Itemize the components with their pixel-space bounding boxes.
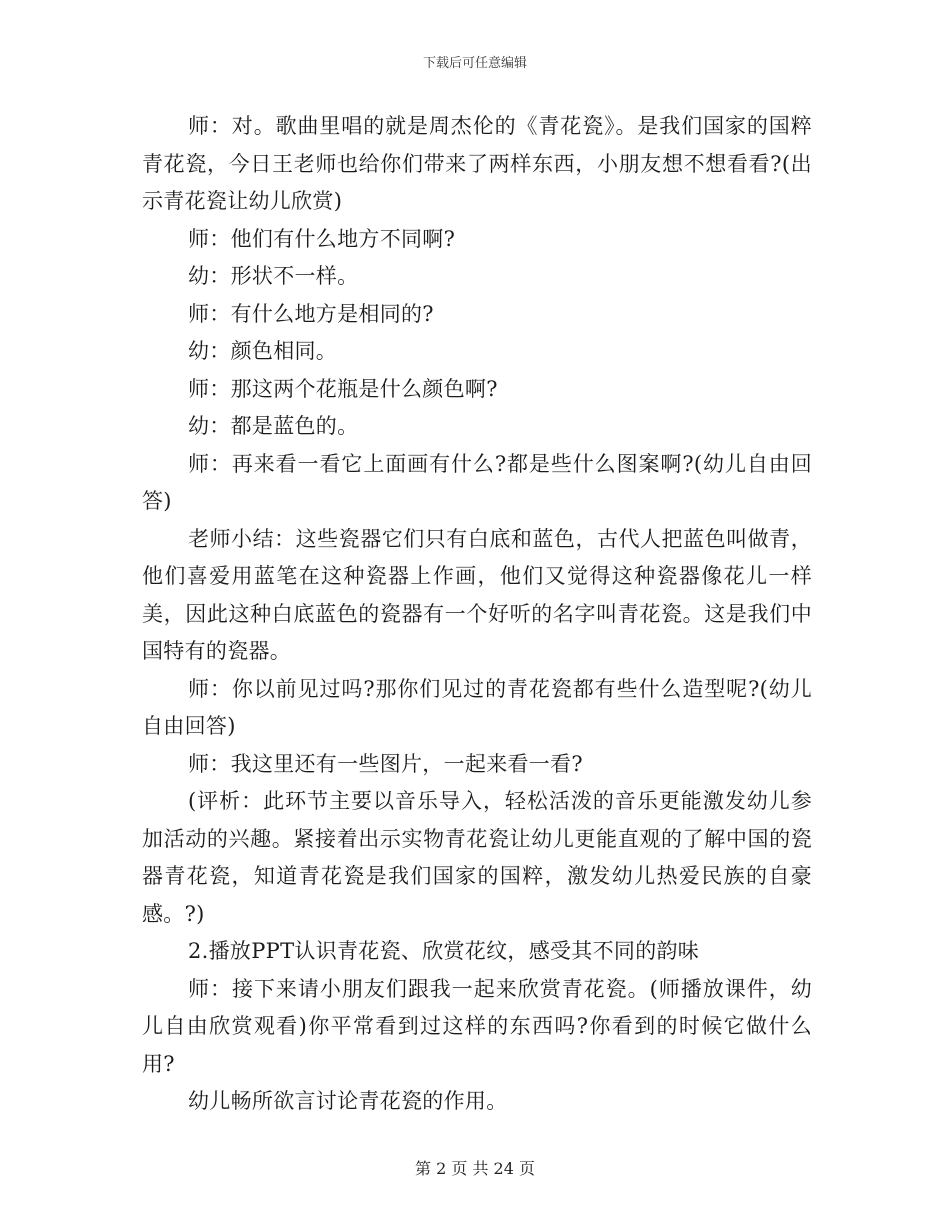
page-number-footer: 第 2 页 共 24 页 xyxy=(415,1159,535,1178)
page-header-note: 下载后可任意编辑 xyxy=(422,56,527,71)
section-heading: 2.播放PPT认识青花瓷、欣赏花纹，感受其不同的韵味 xyxy=(188,939,700,963)
paragraph: 幼：都是蓝色的。 xyxy=(188,414,359,438)
paragraph: 师：有什么地方是相同的? xyxy=(188,301,434,326)
paragraph: 幼儿畅所欲言讨论青花瓷的作用。 xyxy=(188,1089,508,1113)
paragraph: 师：我这里还有一些图片，一起来看一看? xyxy=(188,751,583,776)
paragraph: 幼：颜色相同。 xyxy=(188,339,338,363)
analysis-paragraph: (评析：此环节主要以音乐导入，轻松活泼的音乐更能激发幼儿参加活动的兴趣。紧接着出示实物青花瓷让幼儿更能直观的了解中国的瓷器青花瓷，知道青花瓷是我们国家的国粹，激发幼儿热爱民族的自豪感。?) xyxy=(142,789,812,926)
paragraph: 师：对。歌曲里唱的就是周杰伦的《青花瓷》。是我们国家的国粹青花瓷，今日王老师也给你们带来了两样东西，小朋友想不想看看?(出示青花瓷让幼儿欣赏) xyxy=(142,114,812,213)
paragraph: 师：接下来请小朋友们跟我一起来欣赏青花瓷。(师播放课件，幼儿自由欣赏观看)你平常看到过这样的东西吗?你看到的时候它做什么用? xyxy=(142,976,812,1076)
paragraph: 师：他们有什么地方不同啊? xyxy=(188,226,456,251)
paragraph: 师：那这两个花瓶是什么颜色啊? xyxy=(188,376,498,401)
paragraph: 幼：形状不一样。 xyxy=(188,264,359,288)
paragraph: 师：你以前见过吗?那你们见过的青花瓷都有些什么造型呢?(幼儿自由回答) xyxy=(142,676,812,738)
document-body xyxy=(142,108,812,1121)
paragraph: 师：再来看一看它上面画有什么?都是些什么图案啊?(幼儿自由回答) xyxy=(142,451,812,513)
teacher-summary-paragraph: 老师小结：这些瓷器它们只有白底和蓝色，古代人把蓝色叫做青，他们喜爱用蓝笔在这种瓷器上作画，他们又觉得这种瓷器像花儿一样美，因此这种白底蓝色的瓷器有一个好听的名字叫青花瓷。这是我们中国特有的瓷器。 xyxy=(142,526,812,663)
